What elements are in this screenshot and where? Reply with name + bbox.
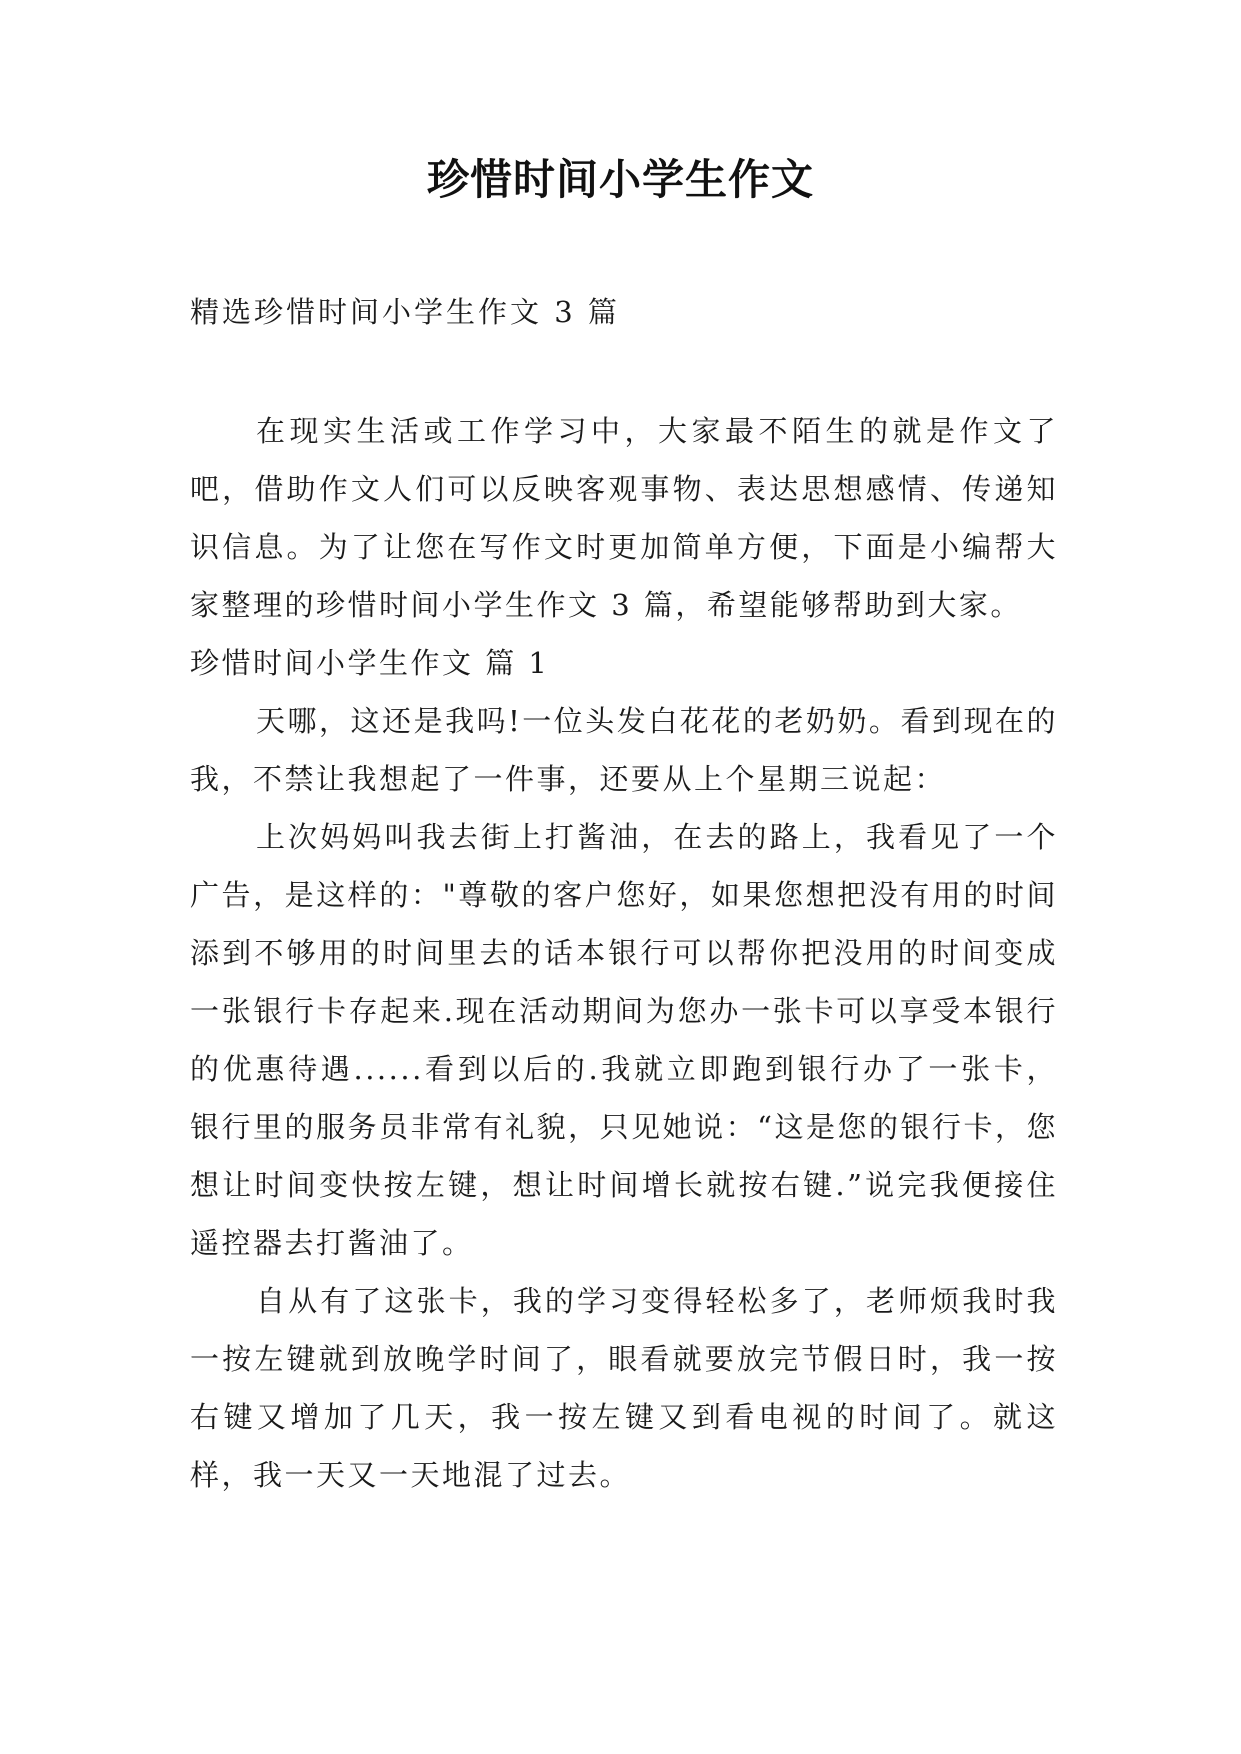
paragraph: 自从有了这张卡，我的学习变得轻松多了，老师烦我时我一按左键就到放晚学时间了，眼看就要放完节假日时，我一按右键又增加了几天，我一按左键又到看电视的时间了。就这样，我一天又一天地混了过去。 xyxy=(190,1284,1058,1492)
paragraph: 天哪，这还是我吗!一位头发白花花的老奶奶。看到现在的我，不禁让我想起了一件事，还要从上个星期三说起： xyxy=(190,704,1058,796)
paragraph: 上次妈妈叫我去街上打酱油，在去的路上，我看见了一个广告，是这样的："尊敬的客户您好，如果您想把没有用的时间添到不够用的时间里去的话本银行可以帮你把没用的时间变成一张银行卡存起来.现在活动期间为您办一张卡可以享受本银行的优惠待遇......看到以后的.我就立即跑到银行办了一张卡，银行里的服务员非常有礼貌，只见她说：“这是您的银行卡，您想让时间变快按左键，想让时间增长就按右键.”说完我便接住遥控器去打酱油了。 xyxy=(190,820,1058,1260)
document-subtitle: 精选珍惜时间小学生作文 3 篇 xyxy=(190,295,620,329)
document-body xyxy=(190,402,1058,1504)
section-heading: 珍惜时间小学生作文 篇 1 xyxy=(190,646,550,680)
intro-paragraph: 在现实生活或工作学习中，大家最不陌生的就是作文了吧，借助作文人们可以反映客观事物、表达思想感情、传递知识信息。为了让您在写作文时更加简单方便，下面是小编帮大家整理的珍惜时间小学生作文 3 篇，希望能够帮助到大家。 xyxy=(190,414,1058,622)
page-title: 珍惜时间小学生作文 xyxy=(426,155,814,204)
